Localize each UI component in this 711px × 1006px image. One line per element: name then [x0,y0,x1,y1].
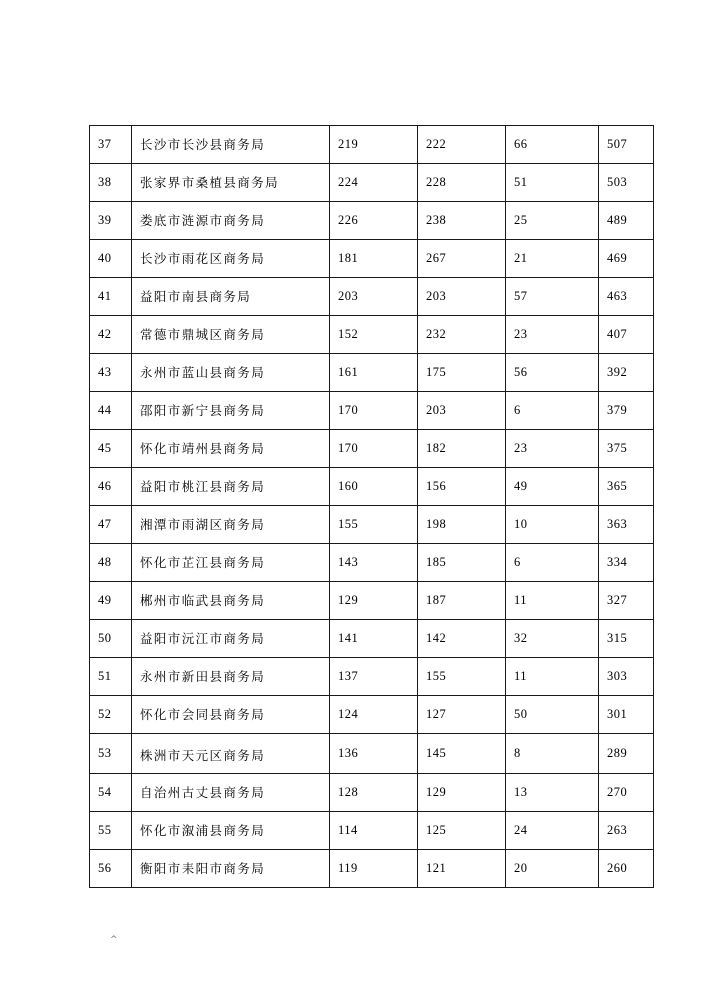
value-1-cell: 219 [330,126,418,164]
value-1-cell: 141 [330,620,418,658]
value-2-cell: 232 [418,316,506,354]
value-2-cell: 121 [418,850,506,888]
value-1-cell: 224 [330,164,418,202]
value-2-cell: 238 [418,202,506,240]
bureau-name-cell: 益阳市南县商务局 [132,278,330,316]
total-cell: 407 [599,316,654,354]
value-1-cell: 128 [330,774,418,812]
value-1-cell: 203 [330,278,418,316]
total-cell: 503 [599,164,654,202]
bureau-name-cell: 郴州市临武县商务局 [132,582,330,620]
table-row [90,582,654,620]
value-1-cell: 226 [330,202,418,240]
bureau-name-cell: 怀化市靖州县商务局 [132,430,330,468]
bureau-name-cell: 长沙市长沙县商务局 [132,126,330,164]
rank-cell: 54 [90,774,132,812]
table-row [90,812,654,850]
total-cell: 489 [599,202,654,240]
total-cell: 379 [599,392,654,430]
value-1-cell: 152 [330,316,418,354]
bureau-name-cell: 长沙市雨花区商务局 [132,240,330,278]
value-1-cell: 114 [330,812,418,850]
table-row [90,544,654,582]
table-row [90,164,654,202]
bureau-name-cell: 娄底市涟源市商务局 [132,202,330,240]
rank-cell: 43 [90,354,132,392]
table-row [90,316,654,354]
total-cell: 270 [599,774,654,812]
bureau-name-cell: 自治州古丈县商务局 [132,774,330,812]
value-3-cell: 10 [506,506,599,544]
bureau-name-cell: 衡阳市耒阳市商务局 [132,850,330,888]
value-2-cell: 203 [418,392,506,430]
bureau-name-cell: 湘潭市雨湖区商务局 [132,506,330,544]
bureau-name-cell: 怀化市芷江县商务局 [132,544,330,582]
value-3-cell: 25 [506,202,599,240]
value-3-cell: 23 [506,430,599,468]
total-cell: 303 [599,658,654,696]
value-1-cell: 143 [330,544,418,582]
table-row [90,126,654,164]
value-1-cell: 155 [330,506,418,544]
value-1-cell: 136 [330,734,418,774]
value-3-cell: 11 [506,658,599,696]
total-cell: 392 [599,354,654,392]
total-cell: 334 [599,544,654,582]
table-row [90,658,654,696]
table-row [90,620,654,658]
value-1-cell: 170 [330,430,418,468]
rank-cell: 53 [90,734,132,774]
total-cell: 507 [599,126,654,164]
rank-cell: 38 [90,164,132,202]
rank-cell: 44 [90,392,132,430]
total-cell: 469 [599,240,654,278]
value-3-cell: 50 [506,696,599,734]
value-1-cell: 170 [330,392,418,430]
table-row [90,354,654,392]
rank-cell: 37 [90,126,132,164]
table-row [90,506,654,544]
value-2-cell: 198 [418,506,506,544]
bureau-name-cell: 怀化市会同县商务局 [132,696,330,734]
rank-cell: 47 [90,506,132,544]
rank-cell: 41 [90,278,132,316]
table-row [90,278,654,316]
total-cell: 463 [599,278,654,316]
value-2-cell: 129 [418,774,506,812]
table-row [90,774,654,812]
rank-cell: 46 [90,468,132,506]
table-row [90,468,654,506]
value-2-cell: 267 [418,240,506,278]
ranking-table-container [89,125,653,888]
rank-cell: 42 [90,316,132,354]
value-3-cell: 6 [506,392,599,430]
rank-cell: 48 [90,544,132,582]
table-row [90,202,654,240]
value-1-cell: 119 [330,850,418,888]
total-cell: 301 [599,696,654,734]
value-2-cell: 185 [418,544,506,582]
rank-cell: 56 [90,850,132,888]
value-3-cell: 56 [506,354,599,392]
rank-cell: 49 [90,582,132,620]
value-2-cell: 155 [418,658,506,696]
table-row [90,696,654,734]
value-1-cell: 161 [330,354,418,392]
value-2-cell: 125 [418,812,506,850]
value-3-cell: 20 [506,850,599,888]
value-3-cell: 13 [506,774,599,812]
value-2-cell: 145 [418,734,506,774]
bureau-name-cell: 怀化市溆浦县商务局 [132,812,330,850]
table-row [90,850,654,888]
bureau-name-cell: 永州市蓝山县商务局 [132,354,330,392]
rank-cell: 40 [90,240,132,278]
bureau-name-cell: 常德市鼎城区商务局 [132,316,330,354]
value-2-cell: 203 [418,278,506,316]
value-2-cell: 175 [418,354,506,392]
value-2-cell: 187 [418,582,506,620]
bureau-name-cell: 株洲市天元区商务局 [132,734,330,774]
rank-cell: 51 [90,658,132,696]
ranking-table-body [90,126,654,888]
table-row [90,430,654,468]
rank-cell: 55 [90,812,132,850]
value-3-cell: 21 [506,240,599,278]
value-3-cell: 57 [506,278,599,316]
scan-artifact-mark: ^ [110,935,118,945]
bureau-name-cell: 益阳市沅江市商务局 [132,620,330,658]
value-2-cell: 127 [418,696,506,734]
total-cell: 289 [599,734,654,774]
total-cell: 263 [599,812,654,850]
value-3-cell: 51 [506,164,599,202]
total-cell: 260 [599,850,654,888]
table-row [90,734,654,774]
bureau-name-cell: 张家界市桑植县商务局 [132,164,330,202]
value-3-cell: 49 [506,468,599,506]
total-cell: 327 [599,582,654,620]
value-1-cell: 129 [330,582,418,620]
value-3-cell: 23 [506,316,599,354]
value-3-cell: 11 [506,582,599,620]
ranking-table [89,125,654,888]
rank-cell: 45 [90,430,132,468]
bureau-name-cell: 益阳市桃江县商务局 [132,468,330,506]
total-cell: 365 [599,468,654,506]
value-2-cell: 142 [418,620,506,658]
rank-cell: 50 [90,620,132,658]
rank-cell: 39 [90,202,132,240]
table-row [90,240,654,278]
total-cell: 375 [599,430,654,468]
bureau-name-cell: 永州市新田县商务局 [132,658,330,696]
value-2-cell: 228 [418,164,506,202]
total-cell: 315 [599,620,654,658]
value-3-cell: 24 [506,812,599,850]
bureau-name-cell: 邵阳市新宁县商务局 [132,392,330,430]
value-2-cell: 222 [418,126,506,164]
value-1-cell: 160 [330,468,418,506]
value-1-cell: 124 [330,696,418,734]
value-3-cell: 8 [506,734,599,774]
value-3-cell: 32 [506,620,599,658]
value-1-cell: 137 [330,658,418,696]
table-row [90,392,654,430]
value-1-cell: 181 [330,240,418,278]
rank-cell: 52 [90,696,132,734]
total-cell: 363 [599,506,654,544]
value-3-cell: 66 [506,126,599,164]
value-2-cell: 182 [418,430,506,468]
value-2-cell: 156 [418,468,506,506]
value-3-cell: 6 [506,544,599,582]
